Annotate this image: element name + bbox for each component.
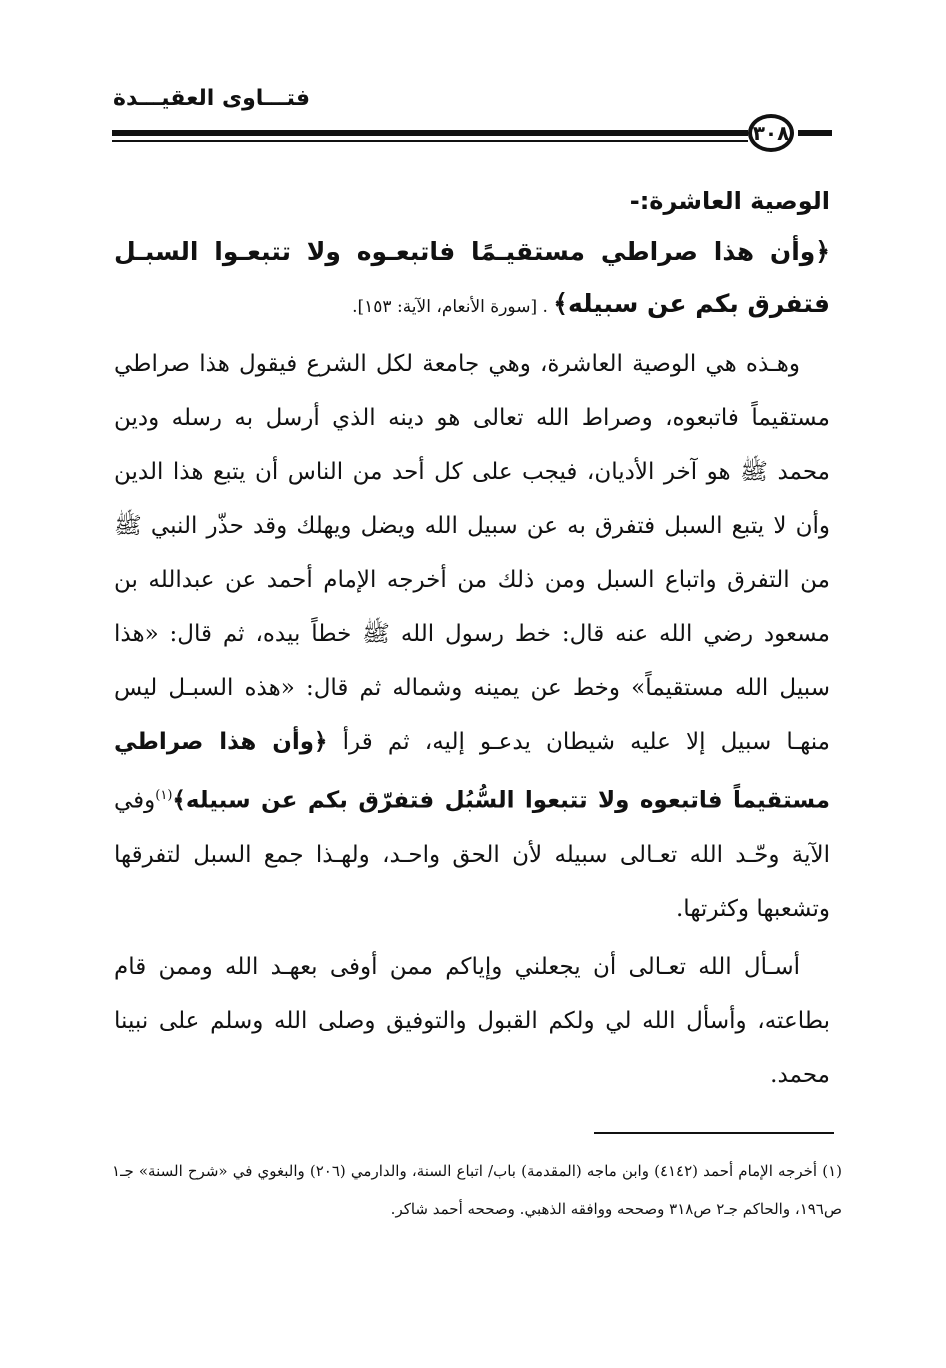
paragraph [114,337,830,936]
footnote-reference: (١) [155,788,173,803]
header-rule-end [798,130,832,136]
quran-verse [114,226,830,333]
main-text [114,176,830,1102]
quoted-verse: ﴿وأن هذا صراطي مستقيماً فاتبعوه ولا تتبعوا السُّبُل فتفرّق بكم عن سبيله﴾ [114,729,830,814]
verse-text: ﴿وأن هذا صراطي مستقيـمًا فاتبعـوه ولا تتبعـوا السبـل فتفرق بكم عن سبيله﴾ [114,237,830,318]
closing-paragraph: أسـأل الله تعـالى أن يجعلني وإياكم ممن أوفى بعهـد الله وممن قام بطاعته، وأسأل الله لي ولكم القبول والتوفيق وصلى الله وسلم على نبينا محمد. [114,953,830,1088]
paragraph-text: وهـذه هي الوصية العاشرة، وهي جامعة لكل الشرع فيقول هذا صراطي مستقيماً فاتبعوه، وصراط الله تعالى هو دينه الذي أرسل به رسله ودين محمد ﷺ هو آخر الأديان، فيجب على كل أحد من الناس أن يتبع هذا الدين وأن لا يتبع السبل فتفرق به عن سبيل الله ويضل ويهلك وقد حذّر النبي ﷺ من التفرق واتباع السبل ومن ذلك من أخرجه الإمام أحمد عن عبدالله بن مسعود رضي الله عنه قال: خط رسول الله ﷺ خطاً بيده، ثم قال: «هذا سبيل الله مستقيماً» وخط عن يمينه وشماله ثم قال: «هذه السبـل ليس منهـا سبيل إلا عليه شيطان يدعـو إليه، ثم قرأ [114,351,830,755]
footnote: (١) أخرجه الإمام أحمد (٤١٤٢) وابن ماجه (المقدمة) باب/ اتباع السنة، والدارمي (٢٠٦) والبغوي في «شرح السنة» جـ١ ص١٩٦، والحاكم جـ٢ ص٣١٨ وصححه ووافقه الذهبي. وصححه أحمد شاكر. [112,1162,842,1218]
page-number: ٣٠٨ [748,114,794,152]
header-rule-thin [112,140,748,142]
section-heading: الوصية العاشرة:- [629,187,830,215]
running-header-title: فتـــاوى العقيـــدة [113,86,310,111]
verse-reference: . [سورة الأنعام، الآية: ١٥٣]. [352,297,554,317]
header-rule [112,130,748,136]
footnote-separator [594,1132,834,1134]
paragraph-text-continued: وفي الآية وحّـد الله تعـالى سبيله لأن الحق واحـد، ولهـذا جمع السبل لتفرقها وتشعبها وكثرتها. [114,787,830,922]
